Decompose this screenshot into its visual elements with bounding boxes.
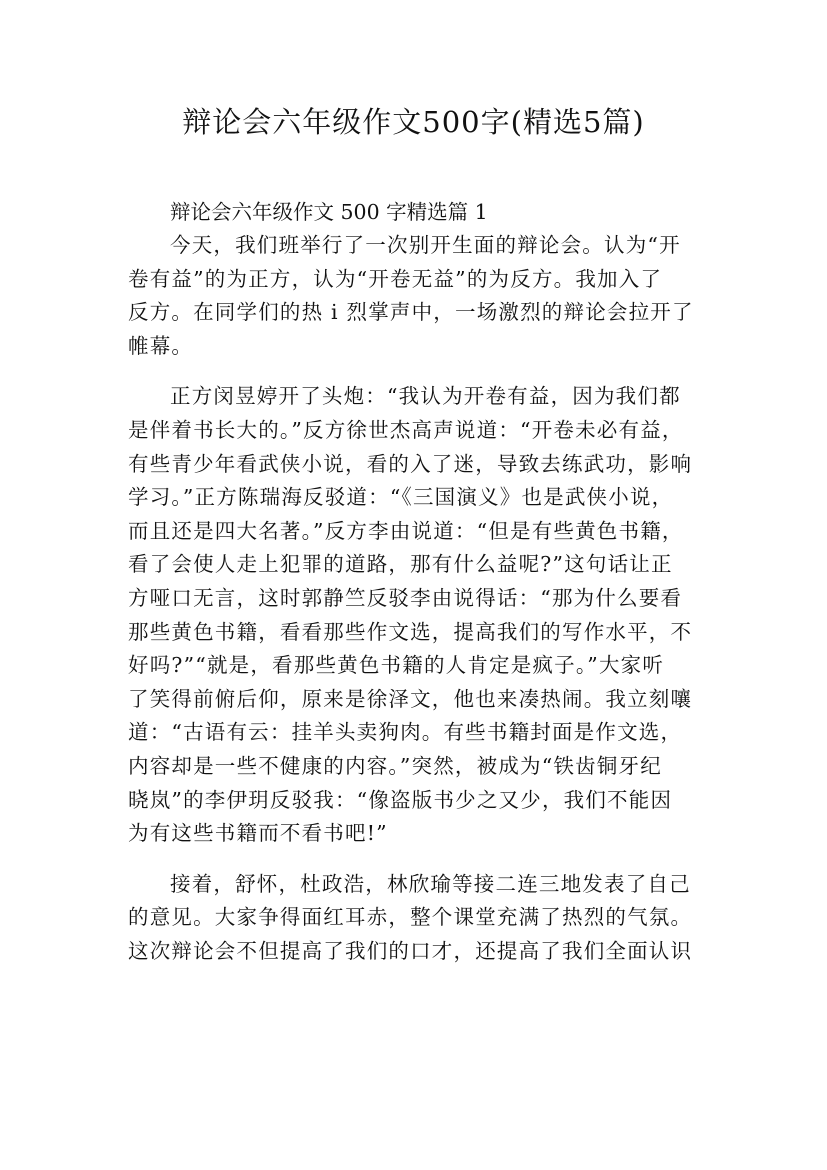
text-line: 的意见。大家争得面红耳赤，整个课堂充满了热烈的气氛。 — [128, 905, 693, 930]
text-line: 内容却是一些不健康的内容。”突然，被成为“铁齿铜牙纪 — [128, 753, 662, 778]
text-line: 那些黄色书籍，看看那些作文选，提高我们的写作水平，不 — [128, 619, 693, 644]
text-line: 道：“古语有云：挂羊头卖狗肉。有些书籍封面是作文选， — [128, 720, 683, 745]
paragraph-1 — [128, 229, 708, 363]
text-line: 正方闵昱婷开了头炮：“我认为开卷有益，因为我们都 — [170, 384, 681, 409]
text-line: 是伴着书长大的。”反方徐世杰高声说道：“开卷未必有益， — [128, 417, 684, 442]
section-heading: 辩论会六年级作文 500 字精选篇 1 — [170, 200, 488, 224]
text-line: 有些青少年看武侠小说，看的入了迷，导致去练武功，影响 — [128, 451, 693, 476]
paragraph-2 — [128, 380, 708, 850]
text-line: 这次辩论会不但提高了我们的口才，还提高了我们全面认识 — [128, 938, 693, 963]
text-line: 好吗?”“就是，看那些黄色书籍的人肯定是疯子。”大家听 — [128, 653, 665, 678]
text-line: 学习。”正方陈瑞海反驳道：“《三国演义》也是武侠小说， — [128, 485, 674, 510]
document-title: 辩论会六年级作文500字(精选5篇) — [182, 105, 645, 139]
text-line: 方哑口无言，这时郭静竺反驳李由说得话：“那为什么要看 — [128, 585, 683, 610]
article-body — [128, 196, 708, 968]
text-line: 卷有益”的为正方，认为“开卷无益”的为反方。我加入了 — [128, 266, 663, 291]
text-line: 今天，我们班举行了一次别开生面的辩论会。认为“开 — [170, 233, 681, 257]
text-line: 晓岚”的李伊玥反驳我：“像盗版书少之又少，我们不能因 — [128, 787, 673, 812]
text-line: 了笑得前俯后仰，原来是徐泽文，他也来凑热闹。我立刻嚷 — [128, 686, 693, 711]
text-line: 为有这些书籍而不看书吧!” — [128, 821, 388, 846]
text-line: 反方。在同学们的热 i 烈掌声中，一场激烈的辩论会拉开了 — [128, 300, 694, 325]
text-line: 而且还是四大名著。”反方李由说道：“但是有些黄色书籍， — [128, 518, 684, 543]
text-line: 看了会使人走上犯罪的道路，那有什么益呢?”这句话让正 — [128, 552, 673, 577]
text-line: 接着，舒怀，杜政浩，林欣瑜等接二连三地发表了自己 — [170, 871, 691, 896]
text-line: 帷幕。 — [128, 333, 194, 358]
paragraph-3 — [128, 868, 708, 969]
